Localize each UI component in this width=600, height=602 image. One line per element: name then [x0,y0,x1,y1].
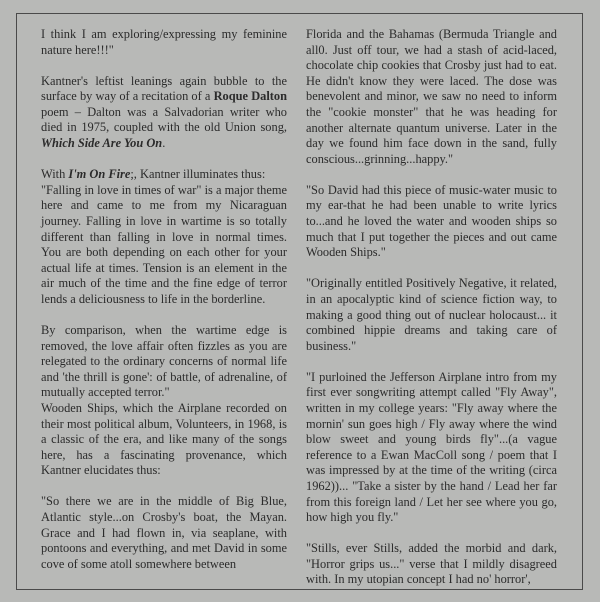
song-title-im-on-fire: I'm On Fire [68,167,131,182]
p2-text-c: poem – Dalton was a Salvadorian writer who died in 1975, coupled with the old Union song, [41,104,287,135]
right-paragraph-2: "So David had this piece of music-water music to my ear-that he had been unable to write lyrics to...and he loved the water and wooden ships so much that I put together the pieces and out came Wooden Ships." [306,182,557,260]
p3-text-a: With [41,167,69,182]
p2-text-e: . [162,136,166,151]
left-column [41,27,287,572]
right-column [306,27,557,588]
right-paragraph-3: "Originally entitled Positively Negative, it related, in an apocalyptic kind of science fiction way, to making a good thing out of nuclear holocaust... it combined hippie dreams and taking care of business." [306,276,557,353]
p3-text-c: ;, Kantner illuminates thus: [130,167,266,182]
left-paragraph-1: I think I am exploring/expressing my feminine nature here!!!" [41,27,287,57]
right-paragraph-1: Florida and the Bahamas (Bermuda Triangle and all0. Just off tour, we had a stash of acid-laced, chocolate chip cookies that Crosby just had to eat. He didn't know they were laced. The dose was benevolent and minor, we saw no need to inform the "cookie monster" that he was heading for another alternate quantum universe. Later in the day we found him face down in the sand, fully conscious...grinning...happy." [306,27,557,166]
right-paragraph-4: "I purloined the Jefferson Airplane intro from my first ever songwriting attempt called "Fly Away", written in my college years: "Fly away where the mornin' sun goes high / Fly away where the wind blow sweet and young birds fly"...(a vague reference to a Ewan MacColl song / poem that I was impressed by at the time of the writing (circa 1962))... "Take a sister by the hand / Lead her far from this foreign land / Let her see where you go, how high you fly." [306,369,557,525]
left-paragraph-5: By comparison, when the wartime edge is removed, the love affair often fizzles as you are relegated to the ordinary concerns of normal life and 'the thrill is gone': of battle, of adrenaline, of mutually accepted terror." [41,323,287,400]
roque-dalton-name: Roque Dalton [213,89,288,104]
left-paragraph-7: "So there we are in the middle of Big Blue, Atlantic style...on Crosby's boat, the Mayan. Grace and I had flown in, via seaplane, with pontoons and everything, and met David in some cove of some atoll somewhere between [41,494,287,571]
left-paragraph-3 [41,167,287,183]
left-paragraph-4: "Falling in love in times of war" is a major theme here and came to me from my Nicaraguan journey. Falling in love in wartime is so totally different than falling in love in normal times. You are both depending on each other for your actual life at times. Tension is an element in the air much of the time and the fine edge of terror lends a deliciousness to life in the borderline. [41,182,287,306]
left-paragraph-6: Wooden Ships, which the Airplane recorded on their most political album, Volunteers, in 1968, is a classic of the era, and like many of the songs here, has a fascinating provenance, which Kantner elucidates thus: [41,400,287,478]
p2-text-a: Kantner's leftist leanings again bubble to the surface by way of a recitation of a [41,73,287,104]
left-paragraph-2 [41,74,287,152]
song-title-which-side: Which Side Are You On [41,136,163,151]
right-paragraph-5: "Stills, ever Stills, added the morbid and dark, "Horror grips us..." verse that I mildly disagreed with. In my utopian concept I had no' horror', [306,541,557,587]
